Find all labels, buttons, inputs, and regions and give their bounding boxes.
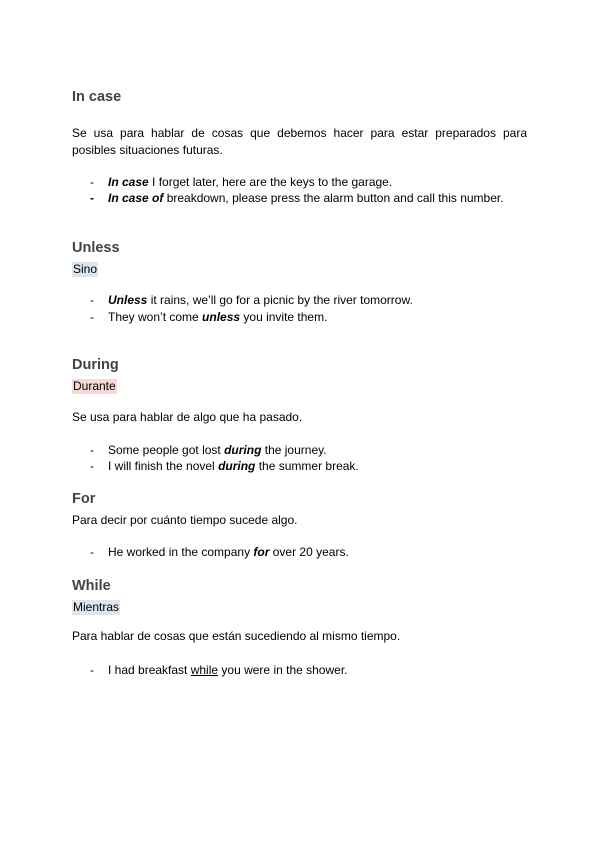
example-text: over 20 years. [269,545,349,559]
example-text: I forget later, here are the keys to the garage. [148,175,393,189]
example-text: I will finish the novel [108,459,219,473]
while-description: Para hablar de cosas que están sucediendo al mismo tiempo. [72,629,401,643]
heading-in-case: In case [72,89,122,105]
heading-unless: Unless [72,240,120,256]
example-text: the summer break. [255,459,359,473]
list-marker: - [90,663,94,677]
example-text: He worked in the company [108,545,254,559]
heading-while: While [72,578,111,594]
keyword: during [224,443,262,457]
list-marker: - [90,175,94,189]
list-marker: - [90,293,94,307]
list-item [90,662,550,678]
example-text: the journey. [261,443,327,457]
list-marker: - [90,545,94,559]
list-item [90,544,550,560]
example-text: Some people got lost [108,443,225,457]
translation-badge: Sino [73,262,98,276]
keyword: for [253,545,270,559]
list-item [90,174,550,190]
list-marker: - [90,191,94,205]
list-item [90,292,550,308]
example-text: it rains, we’ll go for a picnic by the river tomorrow. [147,293,413,307]
list-item [90,190,550,206]
during-description: Se usa para hablar de algo que ha pasado. [72,410,303,424]
keyword: unless [202,310,241,324]
keyword: during [218,459,256,473]
example-text: I had breakfast [108,663,191,677]
in-case-description: Se usa para hablar de cosas que debemos hacer para estar preparados para posibles situaciones futuras. [72,126,527,157]
keyword: In case [108,175,149,189]
translation-badge: Mientras [73,600,120,614]
keyword: while [190,663,219,677]
example-text: you were in the shower. [218,663,348,677]
list-marker: - [90,459,94,473]
list-item [90,458,550,474]
list-item [90,442,550,458]
for-description: Para decir por cuánto tiempo sucede algo. [72,513,298,527]
list-item [90,309,550,325]
list-marker: - [90,310,94,324]
example-text: breakdown, please press the alarm button and call this number. [163,191,504,205]
list-marker: - [90,443,94,457]
keyword: Unless [108,293,148,307]
translation-badge: Durante [73,379,116,393]
example-text: you invite them. [240,310,328,324]
heading-during: During [72,357,119,373]
example-text: They won’t come [108,310,203,324]
keyword: In case of [108,191,164,205]
heading-for: For [72,491,96,507]
